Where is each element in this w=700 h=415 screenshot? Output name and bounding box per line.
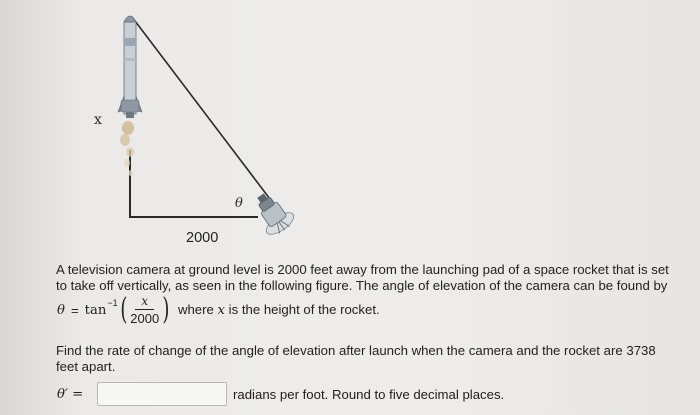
fraction-numerator: x bbox=[135, 294, 154, 310]
height-label: x bbox=[94, 112, 102, 128]
answer-input[interactable] bbox=[97, 382, 227, 406]
camera-icon bbox=[247, 186, 297, 239]
formula-equals: = bbox=[70, 302, 79, 318]
formula-var-x: x bbox=[217, 303, 225, 318]
answer-row bbox=[57, 381, 504, 407]
formula-left-paren: ( bbox=[119, 292, 127, 327]
problem-statement: A television camera at ground level is 2000 feet away from the launching pad of a space rocket that is set to take off vertically, as seen in the following figure. The angle of elevation of the camera can be found by bbox=[56, 262, 669, 293]
formula-description: is the height of the rocket. bbox=[228, 302, 380, 317]
answer-label: θ′ = bbox=[57, 386, 84, 402]
formula-fraction bbox=[130, 294, 159, 326]
formula-exponent: −1 bbox=[107, 298, 118, 308]
hypotenuse-line bbox=[132, 17, 273, 203]
fraction-denominator: 2000 bbox=[130, 311, 160, 326]
answer-instructions: radians per foot. Round to five decimal places. bbox=[233, 386, 505, 402]
question-text: Find the rate of change of the angle of elevation after launch when the camera and the rocket are 3738 feet apart. bbox=[56, 343, 656, 374]
rocket-icon bbox=[118, 16, 142, 118]
elevation-formula bbox=[57, 290, 380, 330]
formula-tan: tan bbox=[84, 302, 107, 318]
formula-where: where bbox=[177, 302, 214, 317]
formula-after-text bbox=[178, 302, 380, 318]
exhaust-smoke bbox=[120, 121, 134, 176]
formula-theta: θ bbox=[57, 302, 65, 318]
angle-label: θ bbox=[235, 196, 243, 211]
formula-right-paren: ) bbox=[162, 292, 170, 327]
base-distance-label: 2000 bbox=[186, 230, 219, 246]
